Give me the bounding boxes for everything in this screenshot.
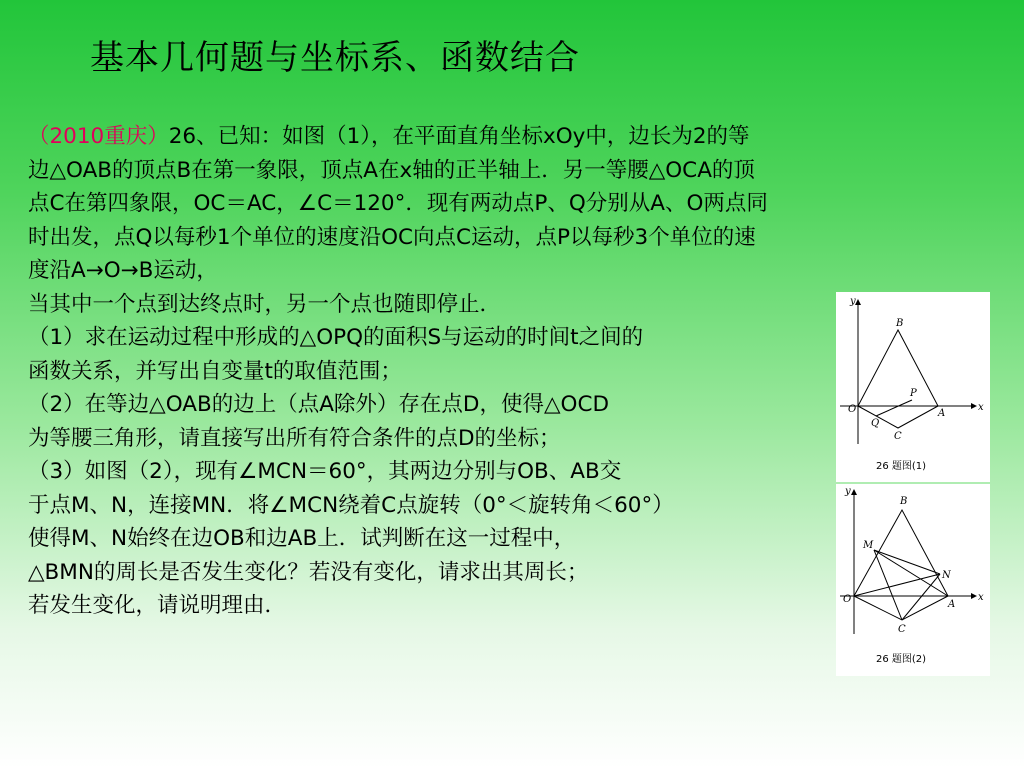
label-x: x xyxy=(978,592,984,603)
problem-line: （3）如图（2），现有∠MCN＝60°，其两边分别与OB、AB交 xyxy=(28,459,622,484)
label-q: Q xyxy=(871,418,880,429)
label-b: B xyxy=(896,318,904,329)
segment-pq xyxy=(876,400,912,416)
label-o: O xyxy=(843,594,852,605)
label-b: B xyxy=(900,496,908,507)
label-c: C xyxy=(894,431,902,442)
problem-line: 当其中一个点到达终点时，另一个点也随即停止． xyxy=(28,291,502,317)
problem-line xyxy=(28,120,968,154)
triangle-oab xyxy=(854,510,948,596)
problem-line: 使得M、N始终在边OB和边AB上．试判断在这一过程中， xyxy=(28,526,576,551)
problem-line: 度沿A→O→B运动， xyxy=(28,258,218,283)
triangle-oab xyxy=(858,330,938,406)
triangle-oca xyxy=(858,406,938,428)
problem-line-text: 26、已知：如图（1），在平面直角坐标xOy中，边长为2的等 xyxy=(168,124,750,149)
figure-1 xyxy=(836,292,990,482)
segment-on xyxy=(854,574,940,596)
problem-line: （1）求在运动过程中形成的△OPQ的面积S与运动的时间t之间的 xyxy=(28,325,644,350)
label-c: C xyxy=(898,624,906,635)
figure-1-diagram xyxy=(836,292,990,482)
slide-title: 基本几何题与坐标系、函数结合 xyxy=(90,38,580,78)
label-o: O xyxy=(848,404,857,415)
label-n: N xyxy=(942,570,951,581)
label-m: M xyxy=(863,540,874,551)
figure-2 xyxy=(836,484,990,676)
problem-line: 函数关系，并写出自变量t的取值范围； xyxy=(28,358,402,384)
problem-line: 若发生变化，请说明理由． xyxy=(28,593,287,618)
figure-2-caption: 26 题图(2) xyxy=(876,654,927,665)
problem-line: 于点M、N，连接MN．将∠MCN绕着C点旋转（0°＜旋转角＜60°） xyxy=(28,492,674,518)
problem-line: △BMN的周长是否发生变化？若没有变化，请求出其周长； xyxy=(28,559,589,585)
problem-line: 边△OAB的顶点B在第一象限，顶点A在x轴的正半轴上．另一等腰△OCA的顶 xyxy=(28,157,755,183)
problem-source: （2010重庆） xyxy=(28,124,169,149)
problem-line: 为等腰三角形，请直接写出所有符合条件的点D的坐标； xyxy=(28,425,561,451)
problem-line: 点C在第四象限，OC＝AC，∠C＝120°．现有两动点P、Q分别从A、O两点同 xyxy=(28,191,768,216)
segment-nc xyxy=(902,574,940,620)
figure-1-caption: 26 题图(1) xyxy=(876,461,927,472)
label-a: A xyxy=(948,599,956,610)
figure-2-diagram xyxy=(836,484,990,676)
problem-text xyxy=(28,120,968,623)
label-a: A xyxy=(938,408,946,419)
problem-line: （2）在等边△OAB的边上（点A除外）存在点D，使得△OCD xyxy=(28,392,610,417)
problem-line: 时出发，点Q以每秒1个单位的速度沿OC向点C运动，点P以每秒3个单位的速 xyxy=(28,224,756,250)
label-p: P xyxy=(910,388,917,399)
label-x: x xyxy=(978,402,984,413)
label-y: y xyxy=(845,486,851,497)
label-y: y xyxy=(850,296,856,307)
